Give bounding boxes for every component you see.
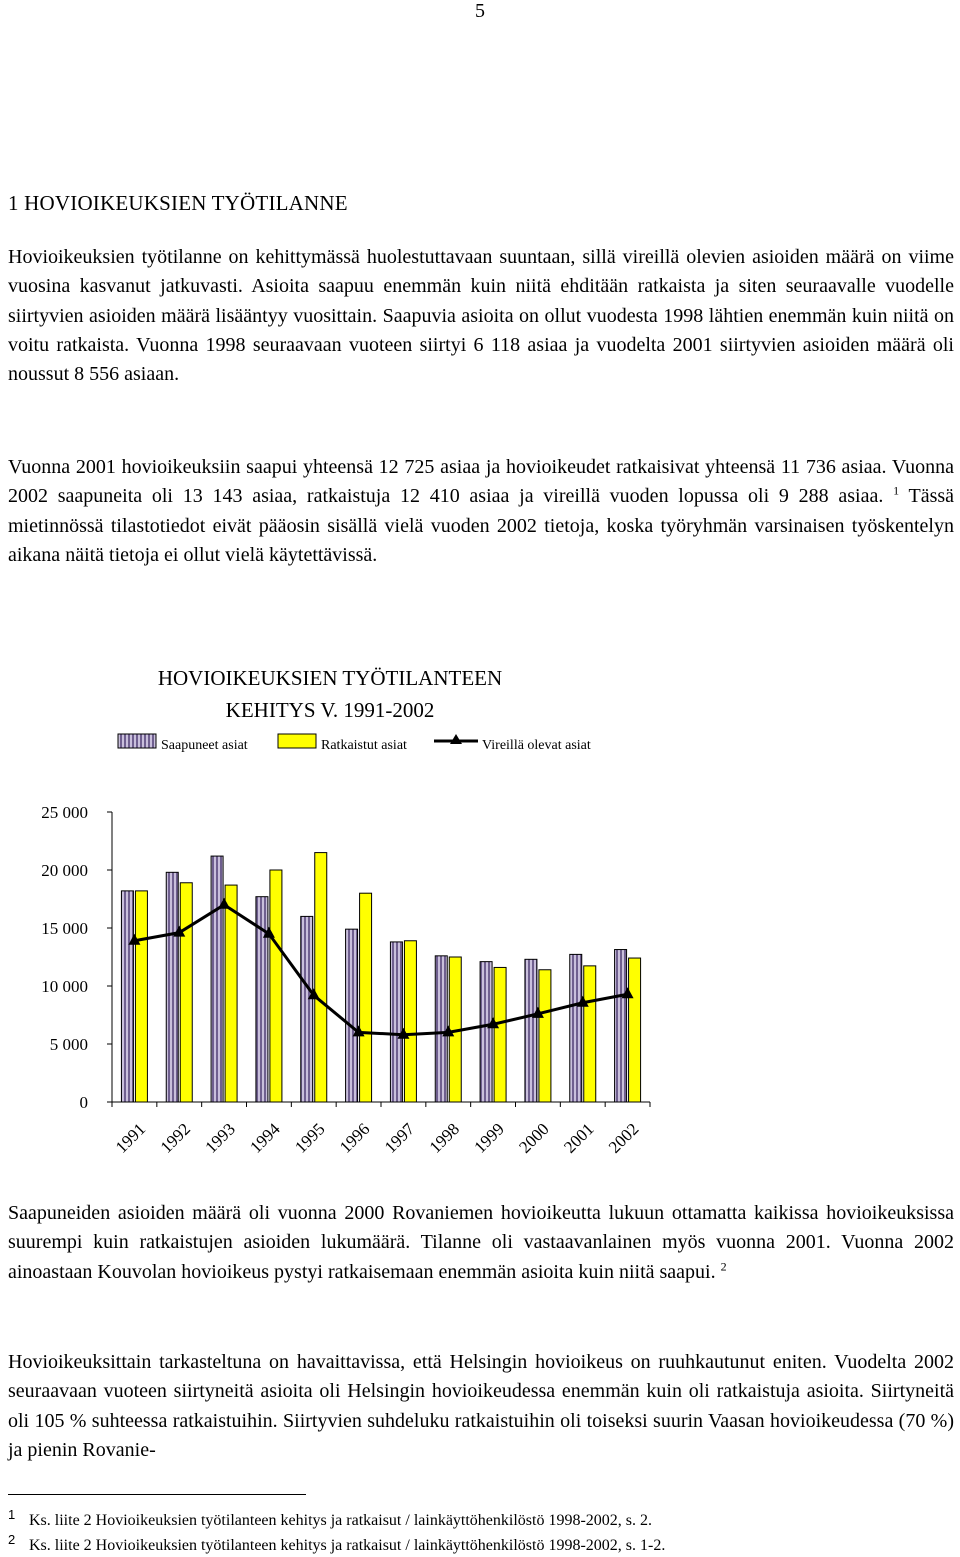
footnote-2 <box>8 1531 665 1555</box>
section-heading: 1 HOVIOIKEUKSIEN TYÖTILANNE <box>8 191 348 215</box>
pending-line-path <box>134 905 627 1035</box>
bar-resolved <box>539 970 551 1102</box>
x-tick-label: 1993 <box>201 1119 239 1157</box>
legend-marker-pending <box>450 734 462 744</box>
bar-resolved <box>404 941 416 1102</box>
bar-received <box>435 956 447 1102</box>
bar-received <box>346 929 358 1102</box>
bar-received <box>301 916 313 1102</box>
y-tick-label: 0 <box>79 1093 88 1112</box>
bar-received <box>525 959 537 1102</box>
bar-resolved <box>315 853 327 1102</box>
paragraph-2-text-a: Vuonna 2001 hovioikeuksiin saapui yhteensä 12 725 asiaa ja hovioikeudet ratkaisivat yhteensä 11 736 asiaa. Vuonna 2002 saapuneita oli 13 143 asiaa, ratkaistuja 12 410 asiaa ja vireillä vuoden lopussa oli 9 288 asiaa. <box>8 456 954 508</box>
bar-received <box>211 856 223 1102</box>
page-number: 5 <box>475 0 485 22</box>
x-tick-label: 2000 <box>515 1119 553 1157</box>
chart-title-line1: HOVIOIKEUKSIEN TYÖTILANTEEN <box>157 666 503 690</box>
y-tick-label: 25 000 <box>41 803 88 822</box>
chart-bars <box>121 853 640 1102</box>
chart-pending-line <box>128 898 633 1039</box>
bar-resolved <box>629 958 641 1102</box>
x-tick-label: 2002 <box>604 1119 643 1157</box>
x-tick-label: 1999 <box>470 1119 508 1157</box>
x-tick-label: 1992 <box>156 1119 195 1157</box>
y-tick-label: 5 000 <box>49 1035 88 1054</box>
legend-swatch-resolved <box>278 734 316 748</box>
legend-label-pending: Vireillä olevat asiat <box>482 738 591 753</box>
bar-received <box>615 950 627 1102</box>
footnote-1 <box>8 1506 652 1530</box>
bar-received <box>166 872 178 1102</box>
bar-resolved <box>225 885 237 1102</box>
paragraph-3 <box>8 1199 954 1287</box>
legend-label-received: Saapuneet asiat <box>161 738 248 753</box>
chart-title-line2: KEHITYS V. 1991-2002 <box>225 698 435 722</box>
bar-resolved <box>180 883 192 1102</box>
x-tick-label: 1997 <box>380 1119 419 1157</box>
x-tick-label: 2001 <box>560 1119 598 1157</box>
bar-received <box>570 954 582 1102</box>
legend-label-resolved: Ratkaistut asiat <box>321 738 407 753</box>
footnote-ref-2[interactable]: 2 <box>720 1258 727 1273</box>
bar-received <box>121 891 133 1102</box>
bar-resolved <box>360 893 372 1102</box>
x-tick-label: 1994 <box>246 1119 284 1157</box>
x-tick-label: 1996 <box>335 1119 374 1157</box>
bar-resolved <box>584 966 596 1102</box>
x-tick-label: 1998 <box>425 1119 464 1157</box>
footnote-1-text: Ks. liite 2 Hovioikeuksien työtilanteen kehitys ja ratkaisut / lainkäyttöhenkilöstö 1998-2002, s. 2. <box>29 1512 653 1529</box>
x-tick-label: 1995 <box>291 1119 329 1157</box>
bar-resolved <box>135 891 147 1102</box>
footnote-2-text: Ks. liite 2 Hovioikeuksien työtilanteen kehitys ja ratkaisut / lainkäyttöhenkilöstö 1998-2002, s. 1-2. <box>29 1537 666 1554</box>
y-tick-label: 20 000 <box>41 861 88 880</box>
legend-swatch-received <box>118 734 156 748</box>
y-tick-label: 15 000 <box>41 919 88 938</box>
footnote-divider <box>8 1494 306 1495</box>
bar-received <box>480 962 492 1102</box>
chart-x-labels <box>112 1119 643 1157</box>
paragraph-3-text: Saapuneiden asioiden määrä oli vuonna 2000 Rovaniemen hovioikeutta lukuun ottamatta kaikissa hovioikeuksissa suurempi kuin ratkaistujen asioiden lukumäärä. Tilanne oli vastaavanlainen myös vuonna 2001. Vuonna 2002 ainoastaan Kouvolan hovioikeus pystyi ratkaisemaan enemmän asioita kuin niitä saapui. <box>8 1202 954 1283</box>
bar-resolved <box>270 870 282 1102</box>
chart-legend <box>118 734 591 753</box>
footnote-ref-1[interactable]: 1 <box>893 483 900 498</box>
bar-resolved <box>494 967 506 1102</box>
footnote-1-number: 1 <box>8 1507 16 1522</box>
workload-chart <box>0 650 960 1190</box>
paragraph-1: Hovioikeuksien työtilanne on kehittymässä huolestuttavaan suuntaan, sillä vireillä olevien asioiden määrä on viime vuosina kasvanut jatkuvasti. Asioita saapuu enemmän kuin niitä ehditään ratkaista ja siten seuraavalle vuodelle siirtyvien asioiden määrä lisääntyy vuosittain. Saapuvia asioita on ollut vuodesta 1998 lähtien enemmän kuin niitä on voitu ratkaista. Vuonna 1998 seuraavaan vuoteen siirtyi 6 118 asiaa ja vuodelta 2001 siirtyvien asioiden määrä oli noussut 8 556 asiaan. <box>8 246 954 386</box>
bar-received <box>390 942 402 1102</box>
y-tick-label: 10 000 <box>41 977 88 996</box>
footnote-2-number: 2 <box>8 1532 16 1547</box>
paragraph-2 <box>8 453 954 570</box>
paragraph-4: Hovioikeuksittain tarkasteltuna on havaittavissa, että Helsingin hovioikeus on ruuhkautunut eniten. Vuodelta 2002 seuraavaan vuoteen siirtyneitä asioita oli Helsingin hovioikeudessa enemmän kuin oli ratkaistuja asioita. Siirtyneitä oli 105 % suhteessa ratkaistuihin. Siirtyvien suhdeluku ratkaistuihin oli toiseksi suurin Vaasan hovioikeudessa (70 %) ja pienin Rovanie- <box>8 1351 954 1461</box>
paragraph-2-text-b: Tässä mietinnössä tilastotiedot eivät pääosin sisällä vielä vuoden 2002 tietoja, koska työryhmän varsinaisen työskentelyn aikana näitä tietoja ei ollut vielä käytettävissä. <box>8 485 955 566</box>
x-tick-label: 1991 <box>111 1119 150 1157</box>
